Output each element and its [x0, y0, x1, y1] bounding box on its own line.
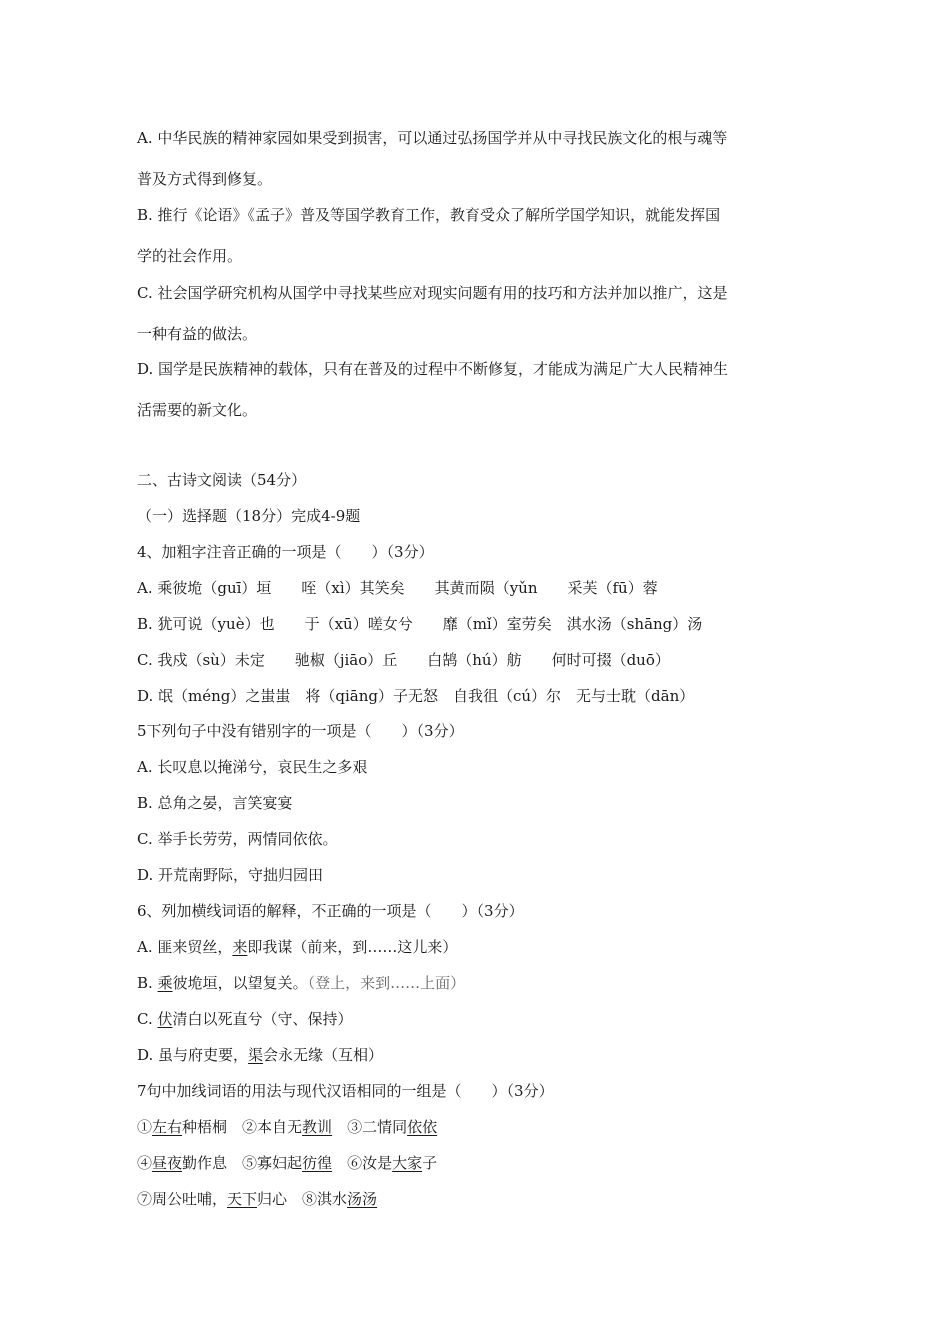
section-title: 二、古诗文阅读（54分） — [137, 471, 307, 489]
q6-b-underlined-word: 乘 — [157, 974, 173, 992]
q6-option-c — [137, 1009, 353, 1029]
q5-stem: 5下列句子中没有错别字的一项是（ ）（3分） — [137, 722, 464, 740]
q6-a-text-pre: A. 匪来贸丝， — [137, 938, 233, 956]
q3-option-b-line1: B. 推行《论语》《孟子》普及等国学教育工作，教育受众了解所学国学知识，就能发挥国 — [137, 206, 721, 224]
q5-option-c: C. 举手长劳劳，两情同依依。 — [137, 830, 338, 848]
q7-items-row2 — [137, 1153, 437, 1173]
q6-b-text-post: 彼垝垣，以望复关。 — [172, 974, 308, 992]
q7-items-row3 — [137, 1189, 377, 1209]
q6-d-text-pre: D. 虽与府吏要， — [137, 1046, 249, 1064]
q7-item4-rest: 勤作息 ⑤寡妇起 — [182, 1154, 303, 1172]
q5-option-d: D. 开荒南野际，守拙归园田 — [137, 866, 324, 884]
q7-item4-word: 昼夜 — [152, 1154, 183, 1172]
q7-item7-rest: 归心 ⑧淇水 — [257, 1190, 348, 1208]
q4-option-a: A. 乘彼垝（guī）垣 咥（xì）其笑矣 其黄而陨（yǔn 采芙（fū）蓉 — [137, 579, 658, 597]
q3-option-d-line2: 活需要的新文化。 — [137, 401, 258, 419]
q7-item2-rest: ③二情同 — [332, 1118, 408, 1136]
q4-option-d: D. 氓（méng）之蚩蚩 将（qiāng）子无怒 自我徂（cú）尔 无与士耽（dān） — [137, 687, 695, 705]
q7-item7-pre: ⑦周公吐哺， — [137, 1190, 228, 1208]
q7-item4-num: ④ — [137, 1154, 153, 1172]
q7-items-row1 — [137, 1117, 437, 1137]
q7-item3-word: 依依 — [407, 1118, 438, 1136]
q6-c-underlined-word: 伏 — [157, 1010, 173, 1028]
q6-b-text-pre: B. — [137, 974, 158, 992]
q6-a-text-post: 即我谋（前来，到……这儿来） — [247, 938, 458, 956]
q6-stem: 6、列加横线词语的解释，不正确的一项是（ ）（3分） — [137, 902, 524, 920]
q3-option-b-line2: 学的社会作用。 — [137, 247, 243, 265]
q7-item1-num: ① — [137, 1118, 153, 1136]
q7-item6-rest: 子 — [422, 1154, 438, 1172]
q3-option-c-line2: 一种有益的做法。 — [137, 325, 258, 343]
q4-stem: 4、加粗字注音正确的一项是（ ）（3分） — [137, 543, 434, 561]
q4-option-c: C. 我戍（sù）未定 驰椒（jiāo）丘 白鹄（hú）舫 何时可掇（duō） — [137, 651, 670, 669]
q6-a-underlined-word: 来 — [232, 938, 248, 956]
q7-item7-word: 天下 — [227, 1190, 258, 1208]
q6-option-b — [137, 973, 465, 993]
q6-b-note: （登上，来到……上面） — [307, 974, 466, 992]
q7-item6-word: 大家 — [392, 1154, 423, 1172]
q5-option-a: A. 长叹息以掩涕兮，哀民生之多艰 — [137, 758, 368, 776]
q6-option-d — [137, 1045, 383, 1065]
q7-item2-word: 教训 — [302, 1118, 333, 1136]
q3-option-a-line1: A. 中华民族的精神家园如果受到损害，可以通过弘扬国学并从中寻找民族文化的根与魂等 — [137, 129, 728, 147]
q7-item5-rest: ⑥汝是 — [332, 1154, 393, 1172]
q7-item5-word: 彷徨 — [302, 1154, 333, 1172]
q7-item8-word: 汤汤 — [347, 1190, 378, 1208]
q6-d-underlined-word: 渠 — [248, 1046, 264, 1064]
q7-item1-word: 左右 — [152, 1118, 183, 1136]
q7-item1-rest: 种梧桐 ②本自无 — [182, 1118, 303, 1136]
q6-option-a — [137, 937, 457, 957]
q6-d-text-post: 会永无缘（互相） — [263, 1046, 384, 1064]
q5-option-b: B. 总角之晏，言笑宴宴 — [137, 794, 293, 812]
section-subtitle: （一）选择题（18分）完成4-9题 — [137, 507, 361, 525]
q6-c-text-post: 清白以死直兮（守、保持） — [172, 1010, 353, 1028]
q3-option-c-line1: C. 社会国学研究机构从国学中寻找某些应对现实问题有用的技巧和方法并加以推广，这是 — [137, 284, 728, 302]
q3-option-a-line2: 普及方式得到修复。 — [137, 170, 273, 188]
q3-option-d-line1: D. 国学是民族精神的载体，只有在普及的过程中不断修复，才能成为满足广大人民精神生 — [137, 360, 729, 378]
q4-option-b: B. 犹可说（yuè）也 于（xū）嗟女兮 靡（mǐ）室劳矣 淇水汤（shāng）汤 — [137, 615, 703, 633]
q6-c-text-pre: C. — [137, 1010, 158, 1028]
q7-stem: 7句中加线词语的用法与现代汉语相同的一组是（ ）（3分） — [137, 1082, 554, 1100]
